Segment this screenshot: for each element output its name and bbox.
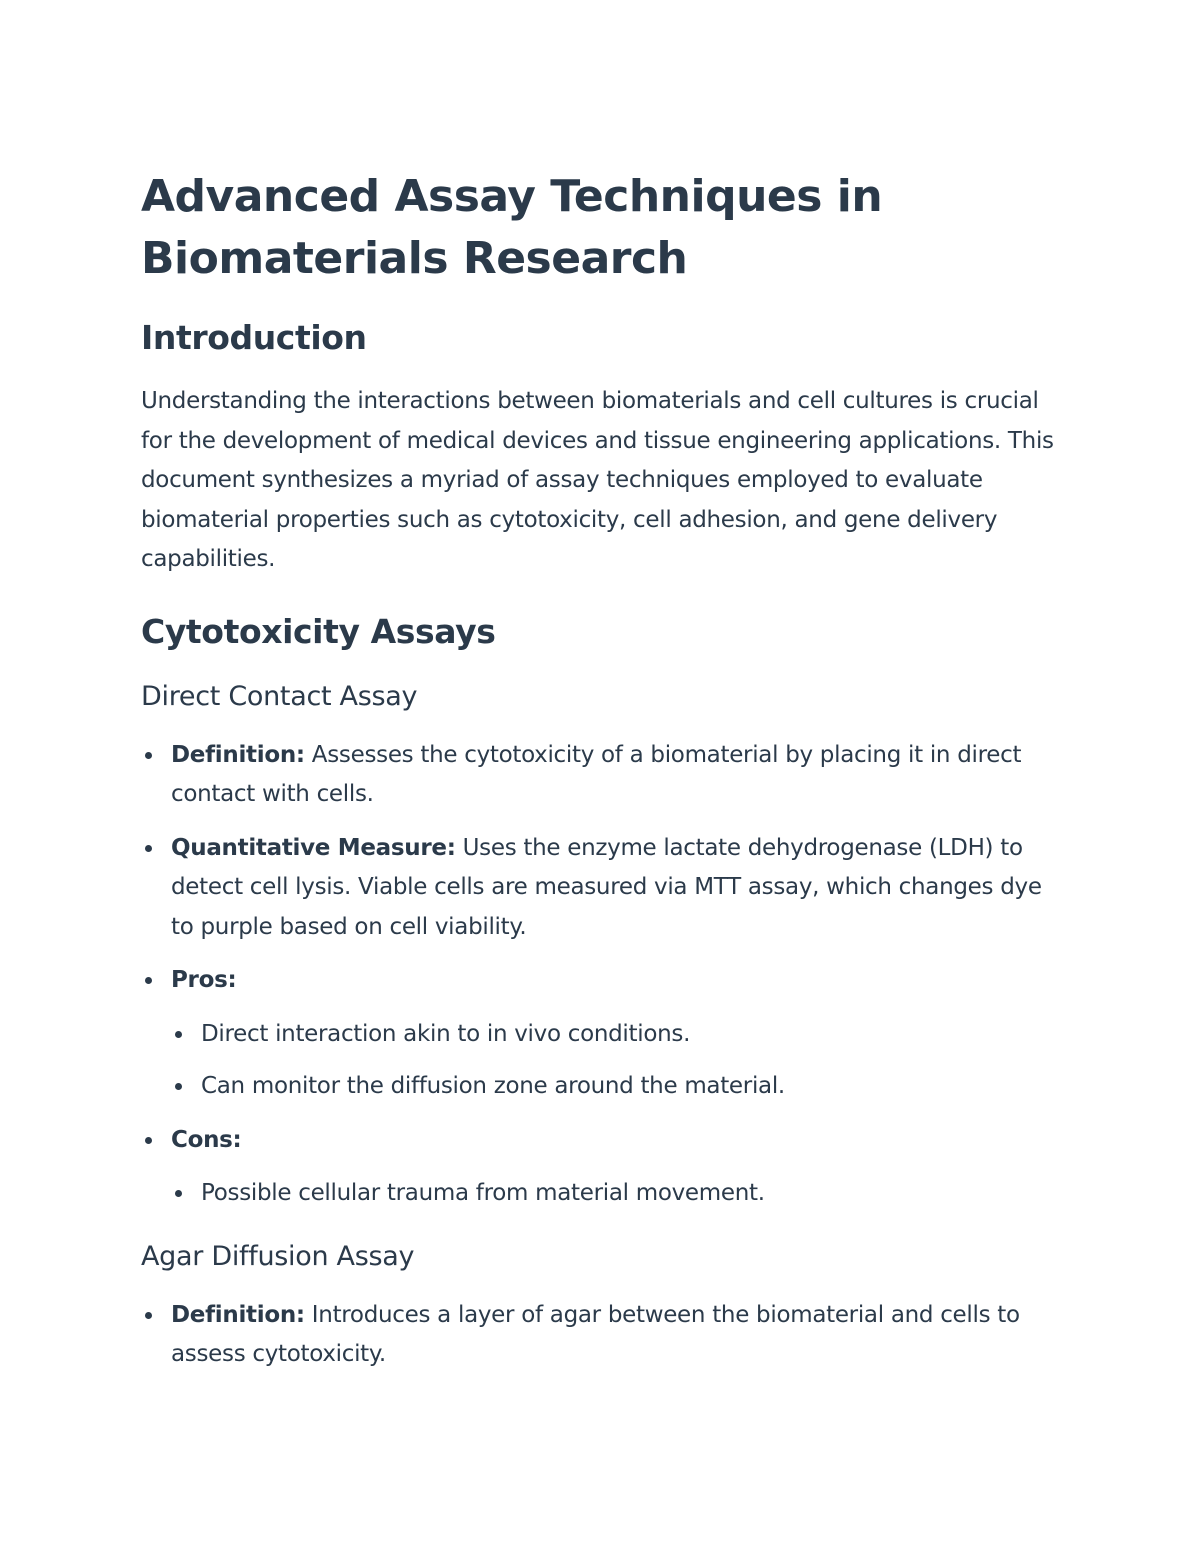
cons-list — [171, 1174, 1060, 1214]
cytotoxicity-heading: Cytotoxicity Assays — [141, 611, 496, 651]
direct-contact-list — [141, 736, 1060, 1214]
agar-diffusion-heading: Agar Diffusion Assay — [141, 1240, 415, 1272]
pros-item: Can monitor the diffusion zone around the material. — [171, 1067, 1060, 1107]
agar-diffusion-list — [141, 1296, 1060, 1375]
list-item-definition — [141, 736, 1060, 815]
cons-item: Possible cellular trauma from material movement. — [171, 1174, 1060, 1214]
introduction-paragraph: Understanding the interactions between biomaterials and cell cultures is crucial for the development of medical devices and tissue engineering applications. This document synthesizes a myriad of assay techniques employed to evaluate biomaterial properties such as cytotoxicity, cell adhesion, and gene delivery capabilities. — [141, 388, 1054, 572]
definition-text: Introduces a layer of agar between the biomaterial and cells to assess cytotoxicity. — [171, 1301, 1020, 1367]
pros-list — [171, 1015, 1060, 1107]
quantitative-measure-label: Quantitative Measure: — [171, 834, 456, 861]
quantitative-measure-text: Uses the enzyme lactate dehydrogenase (LDH) to detect cell lysis. Viable cells are measured via MTT assay, which changes dye to purple based on cell viability. — [171, 834, 1042, 940]
definition-label: Definition: — [171, 1301, 305, 1328]
introduction-heading: Introduction — [141, 318, 367, 357]
list-item-cons — [141, 1121, 1060, 1214]
cons-label: Cons: — [171, 1126, 242, 1153]
list-item-quantitative-measure — [141, 829, 1060, 948]
document-title: Advanced Assay Techniques in Biomaterials Research — [141, 171, 883, 284]
definition-label: Definition: — [171, 741, 305, 768]
definition-text: Assesses the cytotoxicity of a biomaterial by placing it in direct contact with cells. — [171, 741, 1022, 807]
pros-label: Pros: — [171, 967, 237, 993]
list-item-definition — [141, 1296, 1060, 1375]
pros-item: Direct interaction akin to in vivo conditions. — [171, 1015, 1060, 1055]
list-item-pros — [141, 961, 1060, 1107]
direct-contact-heading: Direct Contact Assay — [141, 680, 418, 712]
